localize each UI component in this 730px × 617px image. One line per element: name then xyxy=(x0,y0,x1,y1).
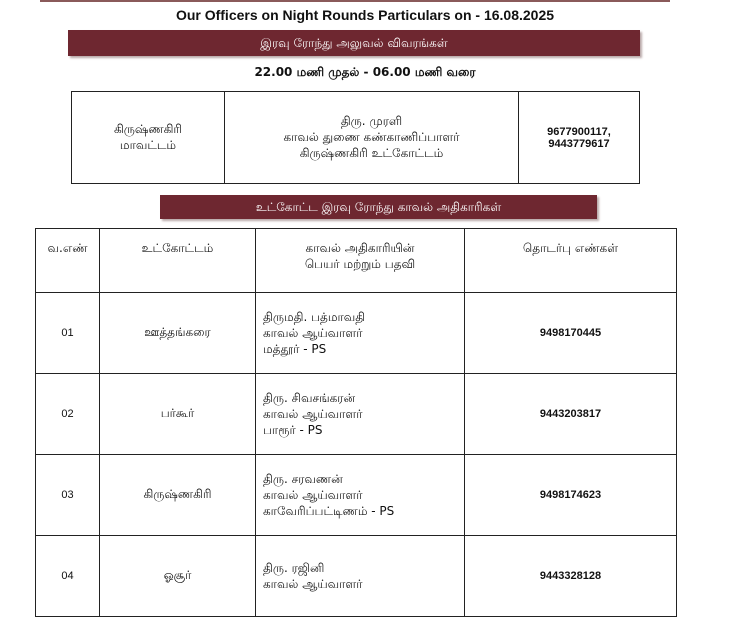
officer-cell xyxy=(225,92,519,184)
table-row xyxy=(36,536,677,617)
row-sno: 03 xyxy=(36,455,100,536)
row-sno: 04 xyxy=(36,536,100,617)
row-subdivision: ஊத்தங்கரை xyxy=(100,293,256,374)
row-officer: திரு. சிவசங்கரன் காவல் ஆய்வாளர் பாரூர் - PS xyxy=(256,374,465,455)
row-subdivision: கிருஷ்ணகிரி xyxy=(100,455,256,536)
row-phone: 9443203817 xyxy=(465,374,677,455)
header-sno: வ.எண் xyxy=(36,229,100,293)
row-officer: திரு. சரவணன் காவல் ஆய்வாளர் காவேரிப்பட்டிணம் - PS xyxy=(256,455,465,536)
officer-name: திரு. முரளி xyxy=(340,113,403,128)
row-subdivision: பர்கூர் xyxy=(100,374,256,455)
officer-designation: காவல் துணை கண்காணிப்பாளர் xyxy=(283,129,460,144)
table-header-row xyxy=(36,229,677,293)
row-phone: 9443328128 xyxy=(465,536,677,617)
table-row xyxy=(36,374,677,455)
phone-cell: 9677900117, 9443779617 xyxy=(519,92,640,184)
district-cell: கிருஷ்ணகிரி மாவட்டம் xyxy=(72,92,225,184)
section-banner-subdivision: உட்கோட்ட இரவு ரோந்து காவல் அதிகாரிகள் xyxy=(160,195,597,219)
subdivision-officers-table xyxy=(35,228,677,617)
timing-text: 22.00 மணி முதல் - 06.00 மணி வரை xyxy=(254,65,476,79)
row-subdivision: ஓசூர் xyxy=(100,536,256,617)
row-phone: 9498170445 xyxy=(465,293,677,374)
district-officer-table xyxy=(71,91,640,184)
table-row xyxy=(36,455,677,536)
officer-subdivision: கிருஷ்ணகிரி உட்கோட்டம் xyxy=(299,145,444,160)
row-officer: திருமதி. பத்மாவதி காவல் ஆய்வாளர் மத்தூர் - PS xyxy=(256,293,465,374)
header-officer: காவல் அதிகாரியின் பெயர் மற்றும் பதவி xyxy=(256,229,465,293)
row-sno: 02 xyxy=(36,374,100,455)
page-title: Our Officers on Night Rounds Particulars on - 16.08.2025 xyxy=(175,7,555,23)
row-phone: 9498174623 xyxy=(465,455,677,536)
section-banner-night-duty: இரவு ரோந்து அலுவல் விவரங்கள் xyxy=(68,30,640,56)
table-row xyxy=(36,293,677,374)
header-subdivision: உட்கோட்டம் xyxy=(100,229,256,293)
row-officer: திரு. ரஜினி காவல் ஆய்வாளர் xyxy=(256,536,465,617)
row-sno: 01 xyxy=(36,293,100,374)
district-officer-row xyxy=(72,92,640,184)
top-rule xyxy=(40,0,670,2)
header-contact: தொடர்பு எண்கள் xyxy=(465,229,677,293)
